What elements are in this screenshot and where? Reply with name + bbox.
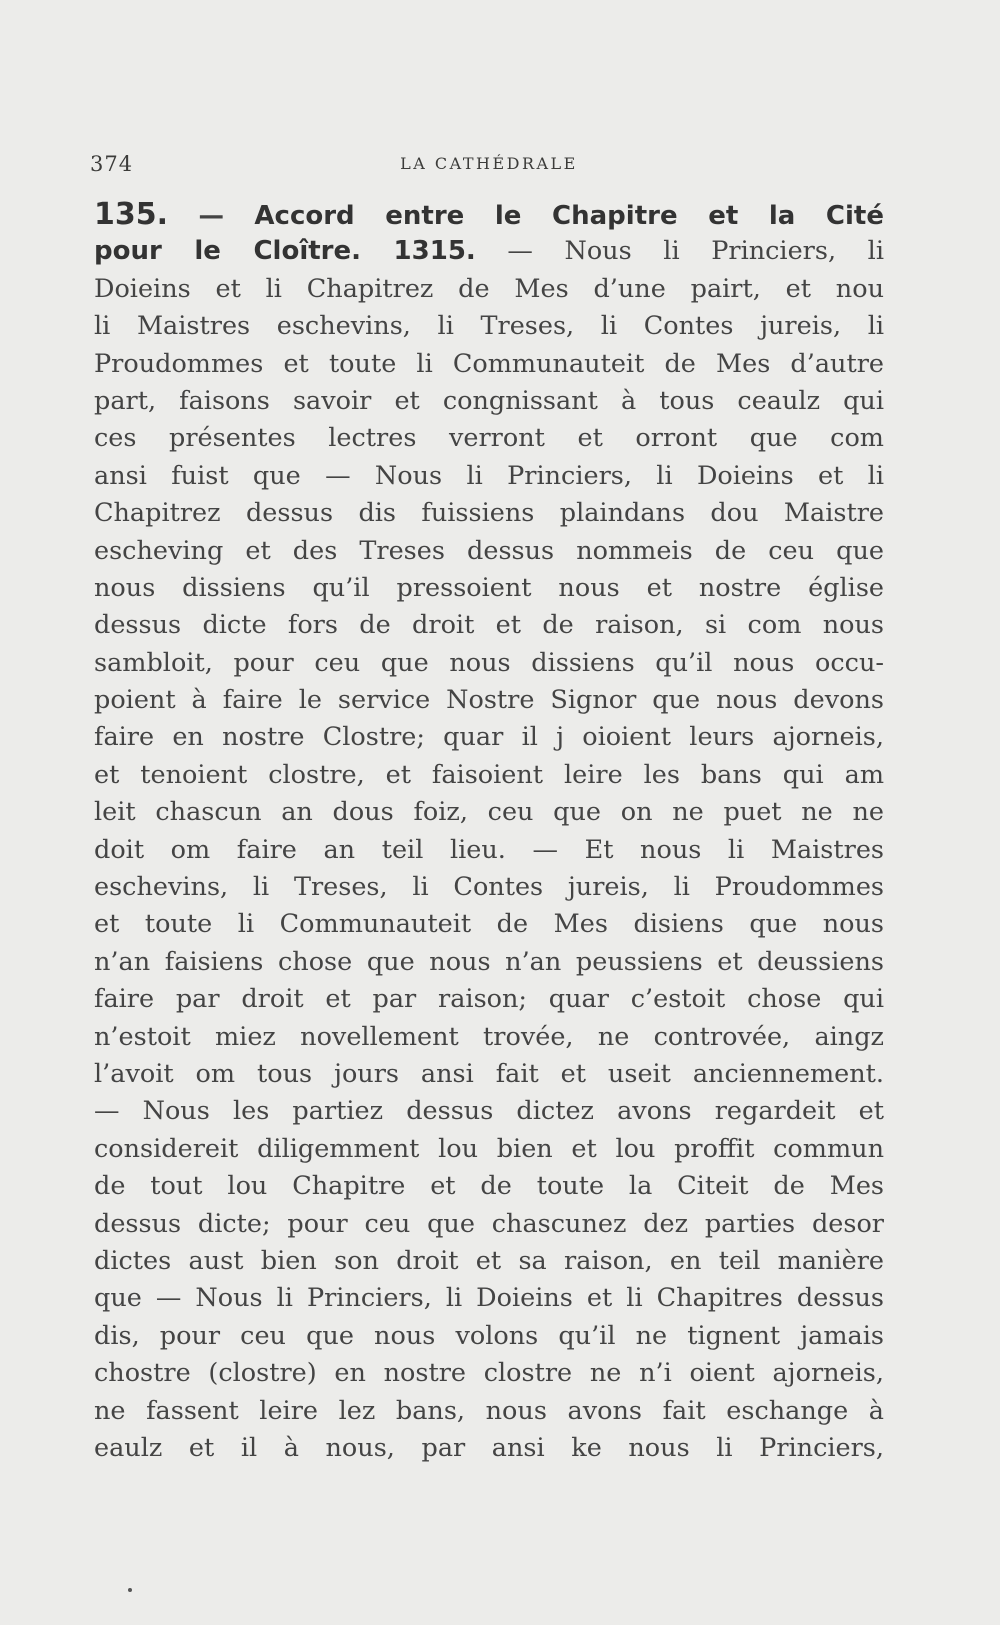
text-line: poient à faire le service Nostre Signor que nous devons	[94, 685, 884, 716]
text-block	[94, 196, 884, 1467]
entry-title-line-2	[94, 233, 884, 270]
text-line: Chapitrez dessus dis fuissiens plaindans dou Maistre	[94, 498, 884, 529]
text-line: ces présentes lectres verront et orront que com	[94, 423, 884, 454]
text-line: ne fassent leire lez bans, nous avons fait eschange à	[94, 1395, 884, 1426]
paper-speck	[128, 1588, 132, 1592]
text-line: escheving et des Treses dessus nommeis de ceu que	[94, 535, 884, 566]
text-line: leit chascun an dous foiz, ceu que on ne puet ne ne	[94, 797, 884, 828]
entry-text-start: — Nous li Princiers, li	[475, 236, 884, 267]
text-line: eaulz et il à nous, par ansi ke nous li Princiers,	[94, 1432, 884, 1463]
body-text	[94, 271, 884, 1468]
text-line: li Maistres eschevins, li Treses, li Contes jureis, li	[94, 311, 884, 342]
text-line: de tout lou Chapitre et de toute la Citeit de Mes	[94, 1171, 884, 1202]
entry-dash: —	[168, 201, 255, 231]
text-line: — Nous les partiez dessus dictez avons regardeit et	[94, 1096, 884, 1127]
text-line: que — Nous li Princiers, li Doieins et li Chapitres dessus	[94, 1283, 884, 1314]
text-line: Doieins et li Chapitrez de Mes d’une pairt, et nou	[94, 273, 884, 304]
text-line: part, faisons savoir et congnissant à tous ceaulz qui	[94, 385, 884, 416]
text-line: dis, pour ceu que nous volons qu’il ne tignent jamais	[94, 1320, 884, 1351]
text-line: faire par droit et par raison; quar c’estoit chose qui	[94, 984, 884, 1015]
text-line: nous dissiens qu’il pressoient nous et nostre église	[94, 572, 884, 603]
entry-title-part-1: Accord entre le Chapitre et la Cité	[254, 201, 884, 231]
text-line: faire en nostre Clostre; quar il j oioient leurs ajorneis,	[94, 722, 884, 753]
text-line: l’avoit om tous jours ansi fait et useit anciennement.	[94, 1058, 884, 1089]
text-line: dictes aust bien son droit et sa raison, en teil manière	[94, 1245, 884, 1276]
page-number: 374	[90, 152, 134, 176]
text-line: considereit diligemment lou bien et lou proffit commun	[94, 1133, 884, 1164]
page-header	[90, 152, 888, 182]
text-line: Proudommes et toute li Communauteit de Mes d’autre	[94, 348, 884, 379]
running-head: LA CATHÉDRALE	[400, 154, 578, 173]
entry-title-part-2: pour le Cloître. 1315.	[94, 236, 476, 267]
entry-number: 135.	[94, 197, 169, 232]
text-line: et toute li Communauteit de Mes disiens que nous	[94, 909, 884, 940]
text-line: dessus dicte fors de droit et de raison, si com nous	[94, 610, 884, 641]
text-line: chostre (clostre) en nostre clostre ne n’i oient ajorneis,	[94, 1358, 884, 1389]
text-line: n’estoit miez novellement trovée, ne controvée, aingz	[94, 1021, 884, 1052]
text-line: n’an faisiens chose que nous n’an peussiens et deussiens	[94, 946, 884, 977]
text-line: dessus dicte; pour ceu que chascunez dez parties desor	[94, 1208, 884, 1239]
text-line: sambloit, pour ceu que nous dissiens qu’il nous occu-	[94, 647, 884, 678]
entry-title-line-1	[94, 196, 884, 233]
text-line: ansi fuist que — Nous li Princiers, li Doieins et li	[94, 460, 884, 491]
text-line: doit om faire an teil lieu. — Et nous li Maistres	[94, 834, 884, 865]
text-line: eschevins, li Treses, li Contes jureis, li Proudommes	[94, 872, 884, 903]
text-line: et tenoient clostre, et faisoient leire les bans qui am	[94, 759, 884, 790]
